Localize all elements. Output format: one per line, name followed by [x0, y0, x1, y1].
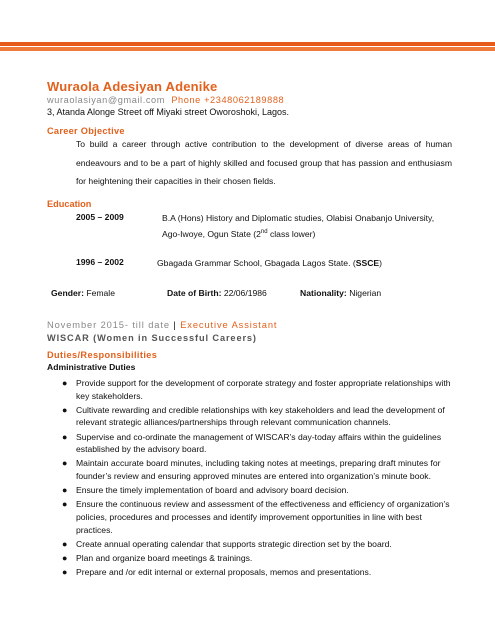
bullet-icon: ●	[62, 431, 68, 442]
phone-number: +2348062189888	[204, 95, 285, 105]
dob-label: Date of Birth:	[167, 288, 222, 298]
bullet-icon: ●	[62, 404, 68, 415]
gender-label: Gender:	[51, 288, 84, 298]
list-item: ● Plan and organize board meetings & trainings.	[62, 552, 253, 563]
job-organization: WISCAR (Women in Successful Careers)	[47, 333, 257, 343]
job-period: November 2015- till date	[47, 320, 170, 330]
dob-field	[167, 288, 267, 298]
list-item: ● Prepare and /or edit internal or external proposals, memos and presentations.	[62, 567, 372, 578]
candidate-name: Wuraola Adesiyan Adenike	[47, 79, 218, 94]
objective-text: To build a career through active contribution to the development of diverse areas of human endeavours and to be a part of highly skilled and focused group that has passion and enthusiasm for heightening their capacities in their chosen fields.	[76, 139, 452, 186]
bullet-icon: ●	[62, 552, 68, 563]
job-role: Executive Assistant	[180, 320, 278, 330]
bullet-icon: ●	[62, 378, 68, 388]
list-item: ● Provide support for the development of corporate strategy and foster appropriate relationships with key stakeholders.	[62, 378, 451, 401]
education-years: 2005 – 2009	[76, 212, 124, 222]
duties-subheading: Administrative Duties	[47, 362, 136, 372]
bullet-icon: ●	[62, 485, 68, 496]
list-item: ● Create annual operating calendar that supports strategic direction set by the board.	[62, 538, 392, 549]
dob-value: 22/06/1986	[223, 288, 267, 298]
nationality-label: Nationality:	[300, 288, 347, 298]
email-text: wuraolasiyan@gmail.com	[47, 95, 166, 105]
gender-value: Female	[86, 288, 115, 298]
bullet-icon: ●	[62, 538, 68, 549]
list-item: ● Supervise and co-ordinate the management of WISCAR’s day-today affairs within the guidelines established by the advisory board.	[62, 431, 442, 455]
header-band-top	[0, 42, 495, 46]
list-item: ● Ensure the timely implementation of board and advisory board decision.	[62, 485, 349, 496]
list-item: ● Cultivate rewarding and credible relationships with key stakeholders and lead the development of relevant strategic alliances/partnerships through relevant communication channels.	[62, 404, 445, 428]
bullet-icon: ●	[62, 499, 68, 510]
objective-heading: Career Objective	[47, 126, 125, 136]
header-band-bottom	[0, 47, 495, 51]
job-title-line	[47, 320, 277, 330]
duties-list	[62, 377, 452, 580]
bullet-icon: ●	[62, 458, 68, 469]
address-text: 3, Atanda Alonge Street off Miyaki street Oworoshoki, Lagos.	[47, 107, 289, 117]
duties-heading: Duties/Responsibilities	[47, 350, 158, 360]
education-description: B.A (Hons) History and Diplomatic studies, Olabisi Onabanjo University, Ago-Iwoye, Ogun State (2nd class lower)	[162, 213, 435, 239]
list-item: ● Maintain accurate board minutes, including taking notes at meetings, preparing draft minutes for founder’s review and ensuring approved minutes are entered into organization’s minute book.	[62, 458, 441, 481]
education-description: Gbagada Grammar School, Gbagada Lagos State. (SSCE)	[157, 258, 383, 268]
nationality-value: Nigerian	[349, 288, 382, 298]
contact-line	[47, 95, 284, 105]
gender-field	[51, 288, 115, 298]
education-years: 1996 – 2002	[76, 257, 124, 267]
nationality-field	[300, 288, 381, 298]
bullet-icon: ●	[62, 567, 68, 578]
education-heading: Education	[47, 199, 92, 209]
job-separator: |	[173, 320, 177, 330]
phone-label: Phone	[171, 95, 201, 105]
list-item: ● Ensure the continuous review and assessment of the effectiveness and efficiency of organization’s policies, procedures and processes and identify improvement opportunities in line with best practices.	[62, 499, 450, 535]
